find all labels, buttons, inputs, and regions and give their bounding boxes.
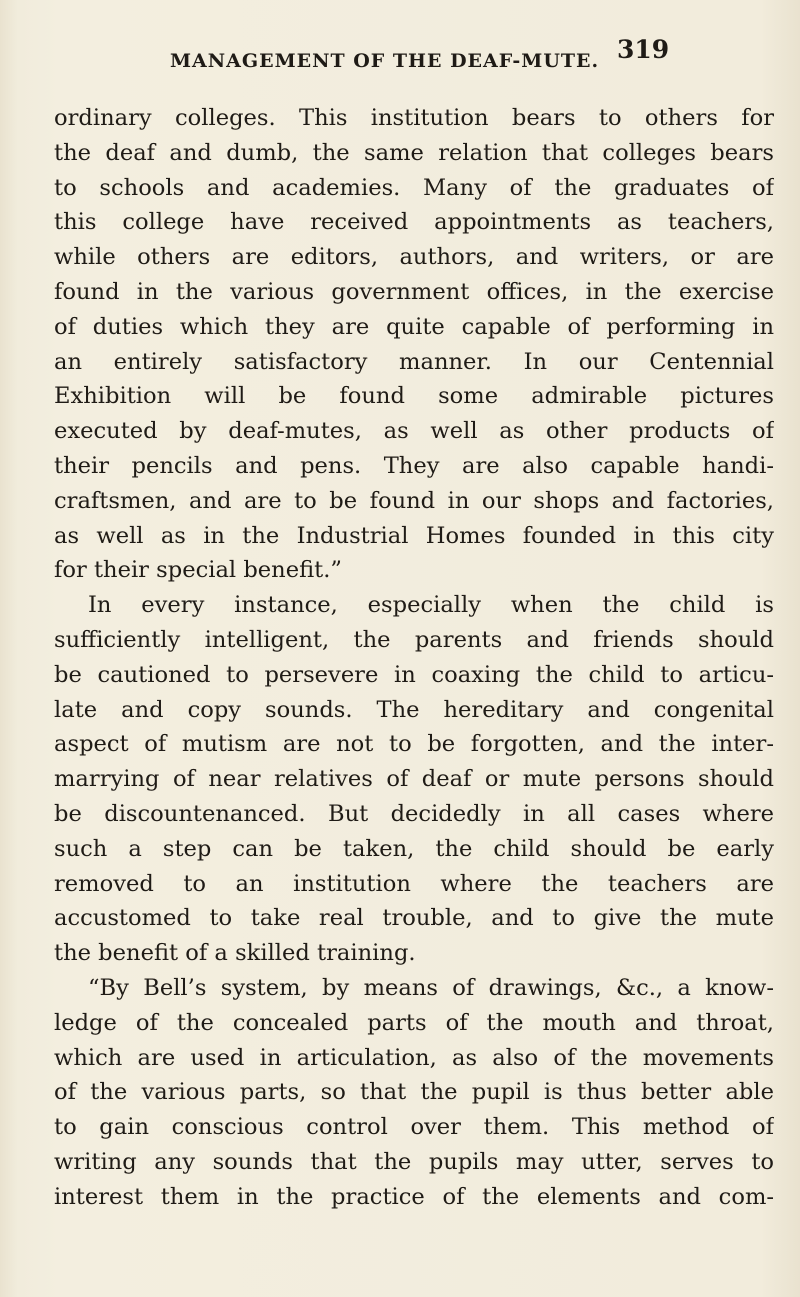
text-line: craftsmen, and are to be found in our shops and factories,: [54, 487, 774, 514]
text-line: ordinary colleges. This institution bears to others for: [54, 105, 774, 131]
text-line: aspect of mutism are not to be forgotten, and the inter-: [54, 731, 774, 758]
text-line: as well as in the Industrial Homes founded in this city: [54, 522, 774, 549]
text-line: sufficiently intelligent, the parents and friends should: [54, 626, 774, 653]
body-text: [54, 101, 774, 1215]
text-line: Exhibition will be found some admirable pictures: [54, 383, 774, 410]
text-line: found in the various government offices, in the exercise: [54, 278, 774, 305]
text-line: while others are editors, authors, and writers, or are: [54, 244, 774, 271]
text-line: marrying of near relatives of deaf or mute persons should: [54, 766, 774, 793]
text-line: accustomed to take real trouble, and to give the mute: [54, 905, 774, 932]
text-line: to gain conscious control over them. This method of: [54, 1114, 774, 1141]
text-line: for their special benefit.”: [54, 557, 342, 584]
text-line: to schools and academies. Many of the graduates of: [54, 174, 774, 201]
text-line: removed to an institution where the teachers are: [54, 870, 774, 897]
page-header: [0, 35, 800, 75]
text-line: interest them in the practice of the elements and com-: [54, 1183, 774, 1210]
page-number: 319: [617, 35, 670, 64]
text-line: which are used in articulation, as also of the movements: [54, 1044, 774, 1071]
text-line: the deaf and dumb, the same relation that colleges bears: [54, 139, 774, 166]
text-line: writing any sounds that the pupils may utter, serves to: [54, 1148, 774, 1175]
text-line: be cautioned to persevere in coaxing the child to articu-: [54, 661, 774, 688]
text-line: the benefit of a skilled training.: [54, 940, 416, 967]
text-line: be discountenanced. But decidedly in all cases where: [54, 800, 774, 827]
text-line: ledge of the concealed parts of the mouth and throat,: [54, 1009, 774, 1036]
text-line: “By Bell’s system, by means of drawings, &c., a know-: [88, 974, 774, 1001]
text-line: their pencils and pens. They are also capable handi-: [54, 452, 774, 479]
text-line: an entirely satisfactory manner. In our Centennial: [54, 348, 774, 375]
text-line: such a step can be taken, the child should be early: [54, 835, 774, 862]
text-line: of duties which they are quite capable of performing in: [54, 313, 774, 340]
text-line: In every instance, especially when the child is: [88, 592, 774, 619]
text-line: late and copy sounds. The hereditary and congenital: [54, 696, 774, 723]
text-line: of the various parts, so that the pupil is thus better able: [54, 1079, 774, 1106]
running-title: MANAGEMENT OF THE DEAF-MUTE.: [170, 50, 600, 72]
text-line: this college have received appointments as teachers,: [54, 209, 774, 236]
text-line: executed by deaf-mutes, as well as other products of: [54, 418, 774, 445]
